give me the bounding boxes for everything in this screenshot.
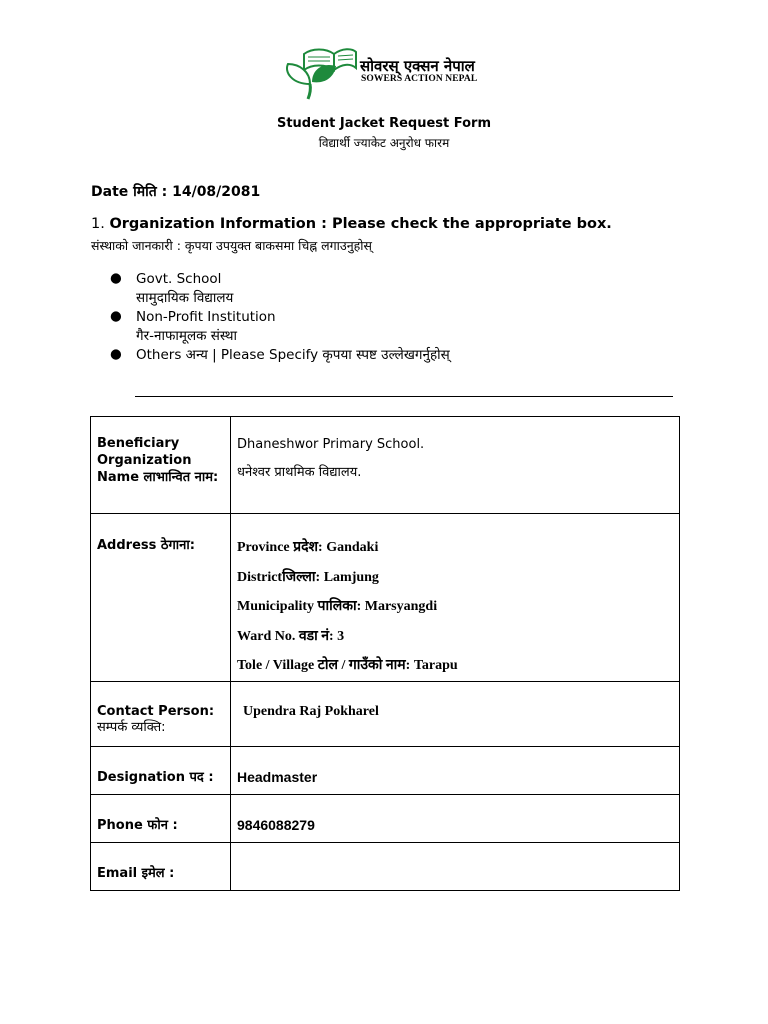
book-sprout-icon (282, 44, 358, 100)
date-value: 14/08/2081 (172, 184, 261, 200)
option-others[interactable] (110, 346, 450, 365)
org-name-label-cell (91, 417, 231, 514)
phone-label-cell (91, 794, 231, 842)
address-municipality: Municipality पालिका: Marsyangdi (237, 599, 438, 614)
email-label: Email इमेल : (97, 865, 175, 881)
contact-label: Contact Person: (97, 703, 215, 719)
date-line (91, 182, 260, 201)
contact-label-nepali: सम्पर्क व्यक्ति: (97, 719, 166, 735)
section-number: 1. (91, 216, 105, 232)
form-title: Student Jacket Request Form (276, 116, 492, 131)
specify-input-line[interactable] (135, 396, 673, 397)
organization-type-list (110, 270, 450, 365)
bullet-icon: ● (110, 270, 122, 286)
table-row (91, 681, 680, 746)
address-province: Province प्रदेश: Gandaki (237, 540, 379, 555)
table-row (91, 514, 680, 682)
contact-label-cell (91, 681, 231, 746)
option-label: Govt. School (136, 271, 222, 287)
logo-text-english: SOWERS ACTION NEPAL (361, 74, 478, 84)
table-row (91, 746, 680, 794)
org-name-value-cell[interactable] (231, 417, 680, 514)
sowers-action-nepal-logo (282, 44, 482, 100)
designation-value-cell[interactable] (231, 746, 680, 794)
option-label-nepali: गैर-नाफामूलक संस्था (136, 328, 238, 344)
address-lines (231, 514, 679, 681)
address-label: Address ठेगाना: (97, 538, 195, 553)
phone-value-cell[interactable] (231, 794, 680, 842)
address-ward: Ward No. वडा नं: 3 (237, 628, 345, 644)
address-label-cell (91, 514, 231, 682)
table-row (91, 417, 680, 514)
contact-value-cell[interactable] (231, 681, 680, 746)
email-value-cell[interactable] (231, 842, 680, 890)
designation-value: Headmaster (237, 768, 318, 785)
address-value-cell[interactable] (231, 514, 680, 682)
table-row (91, 842, 680, 890)
section-heading (91, 216, 612, 232)
organization-details-table (90, 416, 680, 891)
form-title-nepali: विद्यार्थी ज्याकेट अनुरोध फारम (318, 136, 450, 150)
option-label: Non-Profit Institution (136, 309, 276, 325)
address-district: Districtजिल्ला: Lamjung (237, 569, 379, 585)
designation-label: Designation पद : (97, 769, 214, 785)
date-label: Date मिति : (91, 184, 168, 200)
contact-value: Upendra Raj Pokharel (243, 703, 379, 719)
org-name-value-nepali: धनेश्वर प्राथमिक विद्यालय. (237, 465, 362, 480)
email-value (231, 843, 679, 865)
designation-label-cell (91, 746, 231, 794)
org-name-label: Beneficiary Organization Name लाभान्वित नाम: (97, 436, 219, 485)
phone-label: Phone फोन : (97, 817, 178, 833)
option-non-profit[interactable] (110, 308, 450, 346)
table-row (91, 794, 680, 842)
section-title: Organization Information : Please check the appropriate box. (109, 216, 612, 232)
logo-text-nepali: सोवरस् एक्सन नेपाल (360, 57, 475, 75)
option-label-nepali: सामुदायिक विद्यालय (136, 290, 234, 306)
address-tole: Tole / Village टोल / गाउँको नाम: Tarapu (237, 658, 458, 673)
phone-value: 9846088279 (237, 816, 315, 833)
option-label: Others अन्य | Please Specify कृपया स्पष्ट उल्लेखगर्नुहोस् (136, 347, 450, 363)
section-title-nepali: संस्थाको जानकारी : कृपया उपयुक्त बाकसमा चिह्न लगाउनुहोस् (91, 238, 372, 253)
email-label-cell (91, 842, 231, 890)
bullet-icon: ● (110, 346, 122, 362)
option-govt-school[interactable] (110, 270, 450, 308)
org-name-value: Dhaneshwor Primary School. (237, 437, 425, 452)
bullet-icon: ● (110, 308, 122, 324)
